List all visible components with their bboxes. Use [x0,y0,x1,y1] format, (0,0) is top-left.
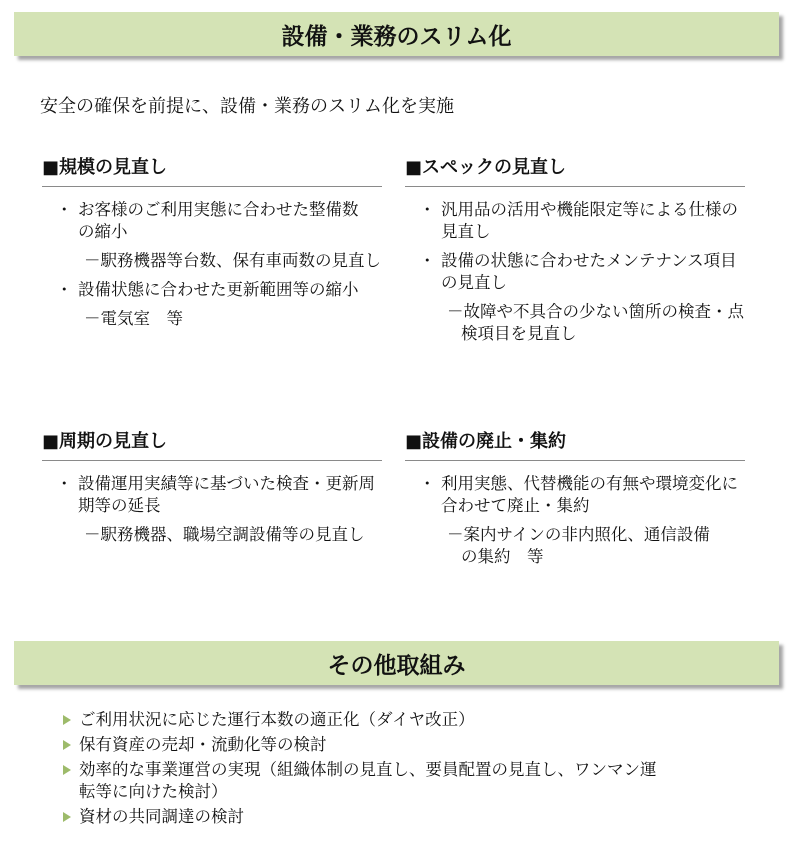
section-heading: ■規模の見直し [42,153,382,187]
sub-item: －故障や不具合の少ない箇所の検査・点検項目を見直し [447,302,744,343]
triangle-bullet-icon [63,740,71,750]
list-item: 保有資産の売却・流動化等の検討 [63,734,669,756]
section-heading: ■設備の廃止・集約 [405,427,745,461]
bullet-icon: ・ [419,200,436,219]
section-heading: ■スペックの見直し [405,153,745,187]
list-item: ・ 設備状態に合わせた更新範囲等の縮小 [42,279,382,301]
sub-item: －電気室 等 [84,309,183,328]
title-banner [14,12,779,56]
other-initiatives-title: その他取組み [327,652,466,679]
triangle-bullet-icon [63,812,71,822]
list-item: ・ 利用実態、代替機能の有無や環境変化に合わせて廃止・集約 [405,473,745,517]
bullet-icon: ・ [419,474,436,493]
lead-text: 安全の確保を前提に、設備・業務のスリム化を実施 [40,96,454,117]
list-item: 資材の共同調達の検討 [63,806,669,828]
bullet-icon: ・ [419,251,436,270]
bullet-icon: ・ [56,200,73,219]
section-heading: ■周期の見直し [42,427,382,461]
triangle-bullet-icon [63,715,71,725]
list-item: ・ 設備運用実績等に基づいた検査・更新周期等の延長 [42,473,382,517]
list-item: ・ 設備の状態に合わせたメンテナンス項目の見直し [405,250,745,294]
section-scale-review [42,153,382,337]
list-item: 効率的な事業運営の実現（組織体制の見直し、要員配置の見直し、ワンマン運転等に向けた検討） [63,759,669,803]
page-title: 設備・業務のスリム化 [281,23,512,50]
list-item: ・ お客様のご利用実態に合わせた整備数の縮小 [42,199,382,243]
list-item: ご利用状況に応じた運行本数の適正化（ダイヤ改正） [63,709,669,731]
sub-item: －案内サインの非内照化、通信設備の集約 等 [447,525,710,566]
section-cycle-review [42,427,382,553]
list-item: ・ 汎用品の活用や機能限定等による仕様の見直し [405,199,745,243]
other-initiatives-banner [14,641,779,685]
other-initiatives-list [63,709,669,831]
sub-item: －駅務機器等台数、保有車両数の見直し [84,251,381,270]
bullet-icon: ・ [56,474,73,493]
bullet-icon: ・ [56,280,73,299]
sub-item: －駅務機器、職場空調設備等の見直し [84,525,365,544]
section-abolish-consolidate [405,427,745,575]
triangle-bullet-icon [63,765,71,775]
section-spec-review [405,153,745,352]
